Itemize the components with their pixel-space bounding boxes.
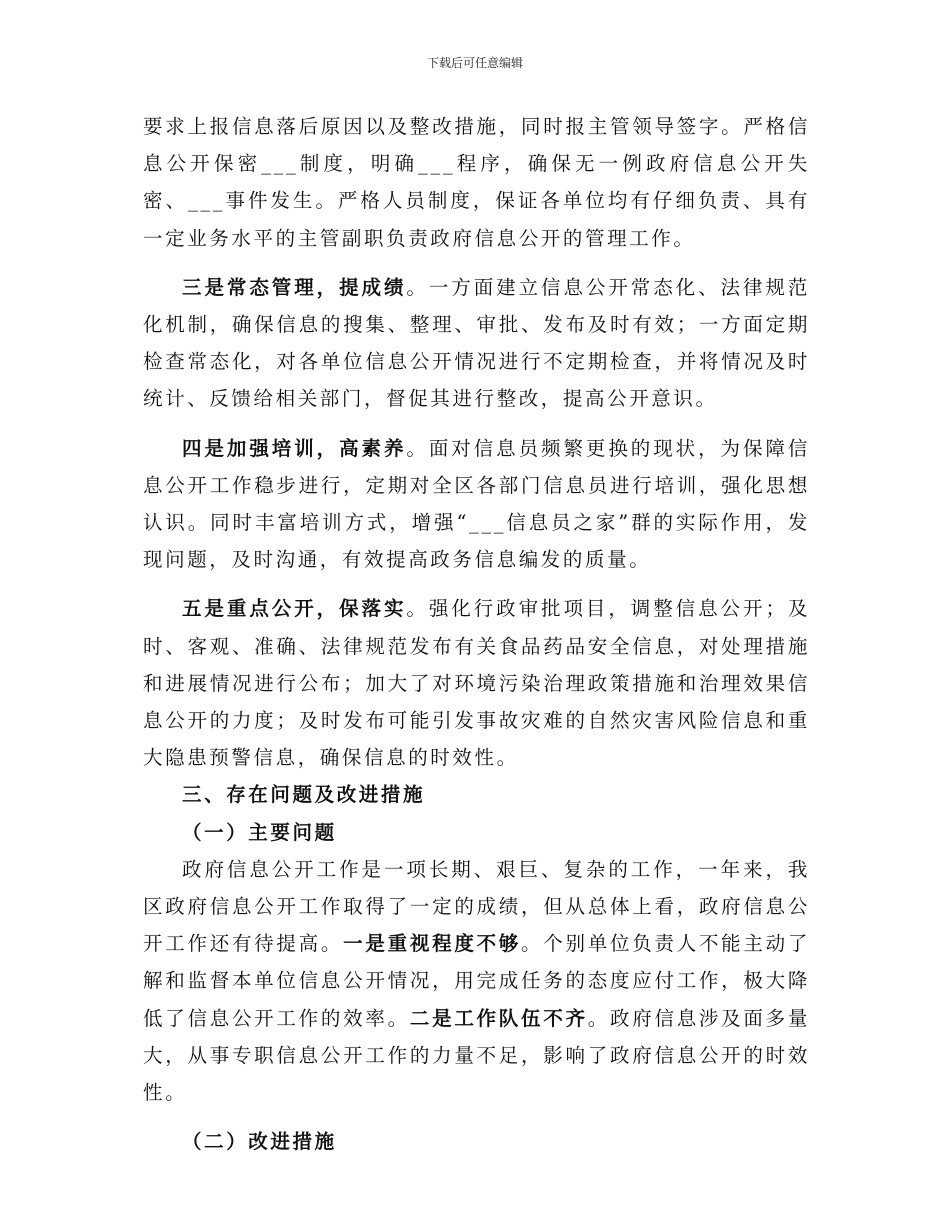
paragraph-problems-intro: 政府信息公开工作是一项长期、艰巨、复杂的工作，一年来，我区政府信息公开工作取得了一定的成绩，但从总体上看，政府信息公开工作还有待提高。	[143, 857, 810, 956]
paragraph-problem-one-body: 。个别单位负责人不能主动了解和监督本单位信息公开情况，用完成任务的态度应付工作，极大降低了信息公开工作的效率。	[143, 932, 810, 1030]
section-title-problems-and-measures: 三、存在问题及改进措施	[182, 783, 426, 807]
document-body	[143, 108, 810, 1160]
paragraph-problem-two-lead: 二是工作队伍不齐	[409, 1006, 588, 1030]
paragraph-problem-two-body: 。政府信息涉及面多量大，从事专职信息公开工作的力量不足，影响了政府信息公开的时效性。	[143, 1006, 810, 1105]
page-header-note: 下载后可任意编辑	[426, 56, 523, 70]
paragraph-body-key-disclosure: 。强化行政审批项目，调整信息公开；及时、客观、准确、法律规范发布有关食品药品安全信息，对处理措施和进展情况进行公布；加大了对环境污染治理政策措施和治理效果信息公开的力度；及时发布可能引发事故灾难的自然灾害风险信息和重大隐患预警信息，确保信息的时效性。	[143, 597, 810, 770]
paragraph-training	[143, 430, 810, 579]
subsection-title-improvement-measures: （二）改进措施	[182, 1130, 337, 1154]
paragraph-lead-training: 四是加强培训，高素养	[182, 436, 407, 460]
subsection-title-main-problems: （一）主要问题	[182, 820, 337, 844]
paragraph-key-disclosure	[143, 590, 810, 776]
paragraph-main-problems	[143, 851, 810, 1111]
paragraph-problem-one-lead: 一是重视程度不够	[343, 932, 522, 956]
paragraph-body-normalized-management: 。一方面建立信息公开常态化、法律规范化机制，确保信息的搜集、整理、审批、发布及时有效；一方面定期检查常态化，对各单位信息公开情况进行不定期检查，并将情况及时统计、反馈给相关部门，督促其进行整改，提高公开意识。	[143, 275, 810, 411]
paragraph-lead-key-disclosure: 五是重点公开，保落实	[182, 597, 407, 621]
paragraph-lead-normalized-management: 三是常态管理，提成绩	[182, 275, 407, 299]
paragraph-reporting-requirements: 要求上报信息落后原因以及整改措施，同时报主管领导签字。严格信息公开保密___制度，明确___程序，确保无一例政府信息公开失密、___事件发生。严格人员制度，保证各单位均有仔细负责、具有一定业务水平的主管副职负责政府信息公开的管理工作。	[143, 115, 810, 250]
paragraph-normalized-management	[143, 269, 810, 418]
paragraph-body-training: 。面对信息员频繁更换的现状，为保障信息公开工作稳步进行，定期对全区各部门信息员进行培训，强化思想认识。同时丰富培训方式，增强“___信息员之家”群的实际作用，发现问题，及时沟通，有效提高政务信息编发的质量。	[143, 436, 810, 572]
